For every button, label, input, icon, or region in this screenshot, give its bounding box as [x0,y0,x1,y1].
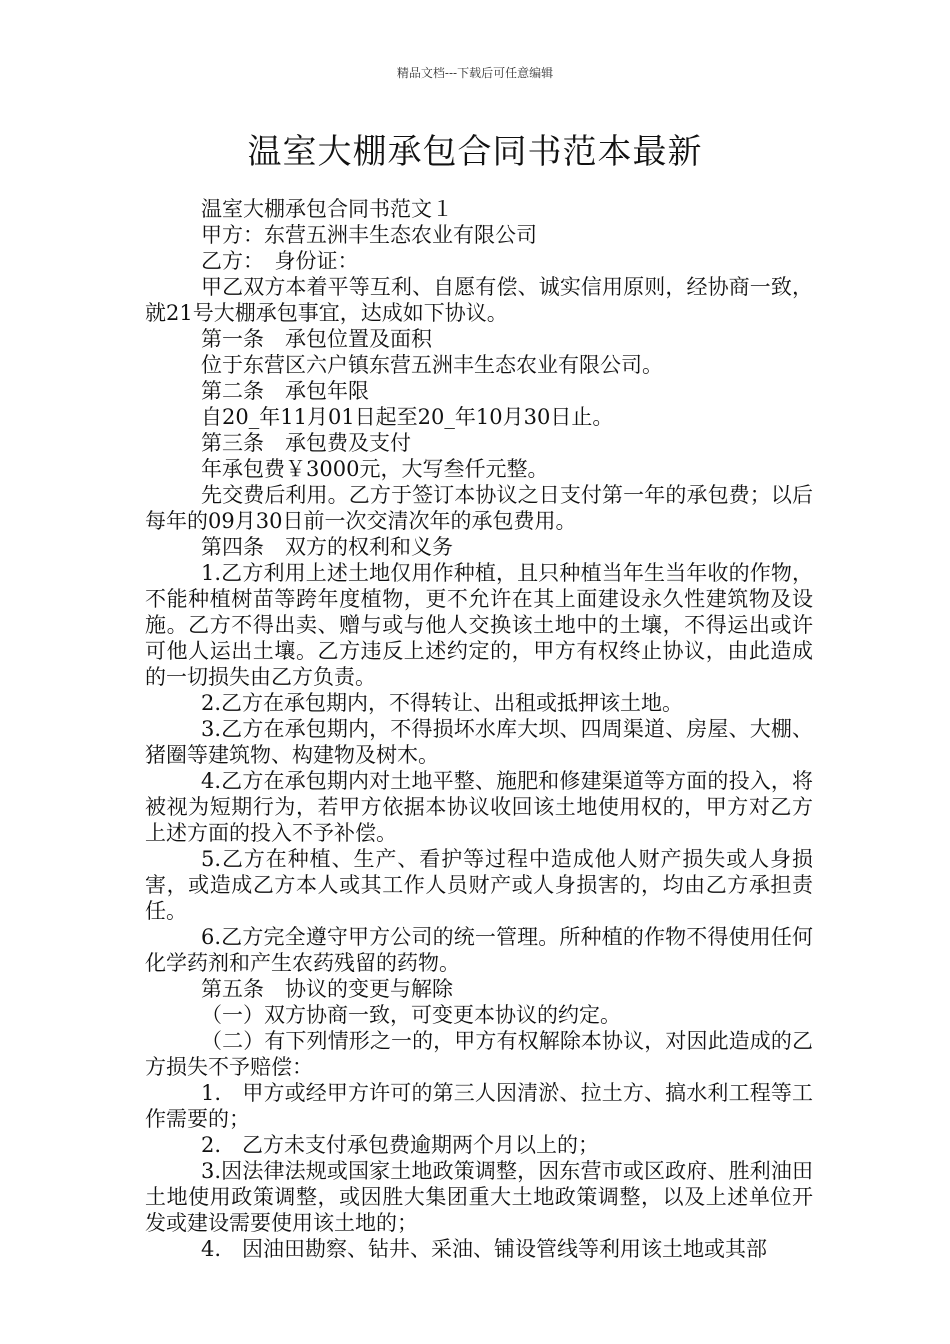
document-title: 温室大棚承包合同书范本最新 [247,132,703,172]
body-paragraph: 1. 甲方或经甲方许可的第三人因清淤、拉土方、搞水利工程等工作需要的； [145,1081,813,1131]
body-paragraph: 第一条 承包位置及面积 [201,327,432,351]
body-paragraph: 自20_年11月01日起至20_年10月30日止。 [201,405,614,429]
body-paragraph: 4.乙方在承包期内对土地平整、施肥和修建渠道等方面的投入，将被视为短期行为，若甲方依据本协议收回该土地使用权的，甲方对乙方上述方面的投入不予补偿。 [145,769,813,845]
body-paragraph: 位于东营区六户镇东营五洲丰生态农业有限公司。 [201,353,663,377]
body-paragraph: 5.乙方在种植、生产、看护等过程中造成他人财产损失或人身损害，或造成乙方本人或其工作人员财产或人身损害的，均由乙方承担责任。 [145,847,813,923]
page-header: 精品文档---下载后可任意编辑 [396,66,554,80]
body-paragraph: 3.乙方在承包期内，不得损坏水库大坝、四周渠道、房屋、大棚、猪圈等建筑物、构建物及树木。 [145,717,813,767]
body-paragraph: 第二条 承包年限 [201,379,369,403]
body-paragraph: 2. 乙方未支付承包费逾期两个月以上的； [201,1133,600,1157]
body-paragraph: 乙方： 身份证： [201,249,359,273]
body-paragraph: 甲方：东营五洲丰生态农业有限公司 [201,223,537,247]
body-paragraph: 先交费后利用。乙方于签订本协议之日支付第一年的承包费；以后每年的09月30日前一次交清次年的承包费用。 [145,483,813,533]
body-paragraph: 温室大棚承包合同书范文１ [201,197,453,221]
body-paragraph: 6.乙方完全遵守甲方公司的统一管理。所种植的作物不得使用任何化学药剂和产生农药残留的药物。 [145,925,813,975]
body-paragraph: （一）双方协商一致，可变更本协议的约定。 [201,1003,621,1027]
body-paragraph: 1.乙方利用上述土地仅用作种植，且只种植当年生当年收的作物，不能种植树苗等跨年度植物，更不允许在其上面建设永久性建筑物及设施。乙方不得出卖、赠与或与他人交换该土地中的土壤，不得运出或许可他人运出土壤。乙方违反上述约定的，甲方有权终止协议，由此造成的一切损失由乙方负责。 [145,561,813,689]
body-paragraph: 第三条 承包费及支付 [201,431,411,455]
body-paragraph: 2.乙方在承包期内，不得转让、出租或抵押该土地。 [201,691,684,715]
body-paragraph: 4. 因油田勘察、钻井、采油、铺设管线等利用该土地或其部 [201,1237,768,1261]
document-body [145,196,813,1262]
body-paragraph: 第四条 双方的权利和义务 [201,535,453,559]
body-paragraph: （二）有下列情形之一的，甲方有权解除本协议，对因此造成的乙方损失不予赔偿： [145,1029,813,1079]
body-paragraph: 3.因法律法规或国家土地政策调整，因东营市或区政府、胜利油田土地使用政策调整，或因胜大集团重大土地政策调整，以及上述单位开发或建设需要使用该土地的； [145,1159,813,1235]
body-paragraph: 年承包费￥3000元，大写叁仟元整。 [201,457,549,481]
body-paragraph: 甲乙双方本着平等互利、自愿有偿、诚实信用原则，经协商一致，就21号大棚承包事宜，达成如下协议。 [145,275,813,325]
body-paragraph: 第五条 协议的变更与解除 [201,977,453,1001]
